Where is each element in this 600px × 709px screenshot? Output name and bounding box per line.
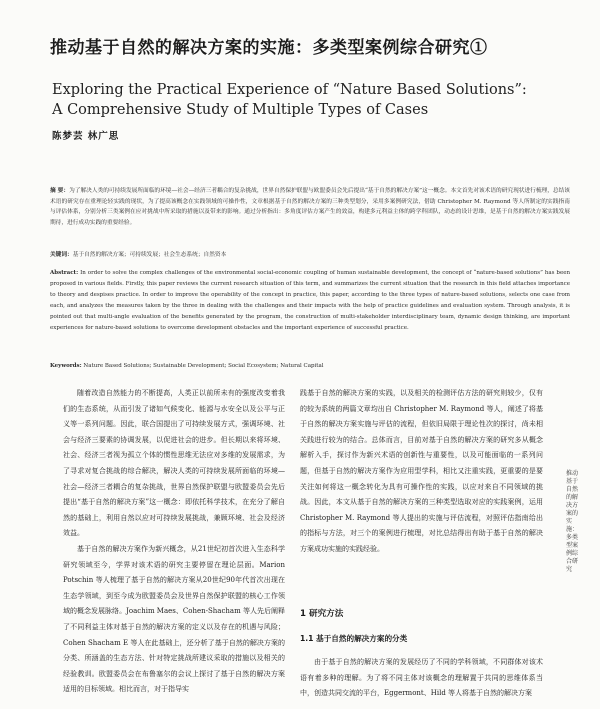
keywords-en-text: Nature Based Solutions; Sustainable Development; Social Ecosystem; Natural Capital bbox=[83, 363, 324, 369]
keywords-en-label: Keywords: bbox=[50, 363, 82, 369]
paper-title-cn: 推动基于自然的解决方案的实施：多类型案例综合研究① bbox=[50, 38, 488, 58]
authors: 陈梦芸 林广思 bbox=[52, 131, 120, 142]
abstract-cn bbox=[50, 186, 570, 228]
keywords-cn bbox=[50, 249, 570, 258]
keywords-en bbox=[50, 363, 570, 369]
body-right-paragraph-2: 由于基于自然的解决方案的发展经历了不同的学科领域，不同群体对该术语有着多种的理解。为了将不同主体对该概念的理解置于共同的思维体系当中，创造共同交流的平台，Eggermont、Hild 等人将基于自然的解决方案 bbox=[300, 658, 543, 698]
keywords-cn-label: 关键词： bbox=[50, 252, 73, 258]
abstract-en bbox=[50, 268, 570, 333]
section-heading-1: 1 研究方法 bbox=[300, 609, 344, 619]
abstract-cn-label: 摘 要： bbox=[50, 188, 70, 194]
body-column-right bbox=[300, 386, 543, 558]
body-right-paragraph-1: 践基于自然的解决方案的实践，以及相关的检测评估方法的研究则较少，仅有的较为系统的两篇文章均出自 Christopher M. Raymond 等人，阐述了将基于自然的解决方案实施与评估的流程，但依旧局限于理论性次的探讨，尚未相关践进行较为的结合。总体而言，目前对基于自然的解决方案的研究多从概念解析入手，探讨作为新兴术语的创新性与重要性，以及可能面临的一系列问题，但基于自然的解决方案作为应用型学科，相比又注重实践，更重要的是要关注如何将这一概念转化为具有可操作性的实践，以应对来自不同领域的挑战。因此，本文从基于自然的解决方案的三种类型选取对应的实践案例，运用 Christopher M. Raymond 等人提出的实施与评估流程，对照评估指南给出的指标与方法，对三个的案例进行梳理，对比总结得出有助于基于自然的解决方案成功实施的实践经验。 bbox=[300, 389, 543, 553]
body-column-right-2 bbox=[300, 655, 543, 702]
paper-title-en-line1: Exploring the Practical Experience of “Nature Based Solutions”: bbox=[52, 82, 527, 98]
paper-title-en-line2: A Comprehensive Study of Multiple Types of Cases bbox=[52, 102, 429, 118]
body-left-paragraph-2: 基于自然的解决方案作为新兴概念，从21世纪初首次进入生态科学研究领域至今，学界对该术语的研究主要停留在理论层面。Marion Potschin 等人梳理了基于自然的解决方案从20世纪90年代首次出现在生态学领域，到至今成为欧盟委员会及世界自然保护联盟的核心工作领域的概念发展脉络。Joachim Maes、Cohen-Shacham 等人先后阐释了不同利益主体对基于自然的解决方案的定义以及存在的机遇与风险；Cohen Shacham E 等人在此基础上，还分析了基于自然的解决方案的分类、所涵盖的生态方法、针对特定挑战所建议采取的措施以及相关的经验教训。欧盟委员会在布鲁塞尔的会议上探讨了基于自然的解决方案适用的目标领域。相比而言，对于指导实 bbox=[63, 544, 285, 694]
body-column-left bbox=[63, 386, 285, 698]
section-heading-1-1: 1.1 基于自然的解决方案的分类 bbox=[300, 634, 408, 643]
abstract-en-text: In order to solve the complex challenges of the environmental social-economic coupling of human sustainable development, the concept of “nature-based solutions” has been proposed in various fields. Firstly, this paper reviews the current research situation of this term, and summarizes the current situation that the research in this field attaches importance to theory and despises practice. In order to improve the operability of the concept in practice, this paper, according to the three types of nature-based solutions, selects one case from each, and analyzes the measures taken by the three in dealing with the challenges and their impacts with the help of practice guidelines and evaluation system. Through analysis, it is pointed out that multi-angle evaluation of the benefits generated by the program, the construction of multi-stakeholder interdisciplinary team, dynamic design thinking, are important experiences for nature-based solutions to overcome development obstacles and the important experience of successful practice. bbox=[50, 270, 570, 331]
running-sidebar: 推动基于自然的解决方案的实施：多类型案例综合研究 bbox=[566, 470, 579, 573]
abstract-cn-text: 为了解决人类的可持续发展所面临的环境—社会—经济三者耦合的复杂挑战，世界自然保护联盟与欧盟委员会先后提出“基于自然的解决方案”这一概念。本文首先对该术语的研究现状进行梳理，总结该术语的研究存在重理论轻实践的现状，为了提高该概念在实践领域的可操作性，文章根据基于自然的解决方案的三种类型划分，采用多案例研究法，借助 Christopher M. Raymond 等人所制定的实践指南与评估体系，分别分析三类案例在应对挑战中所采取的措施以及带来的影响。通过分析指出：多角度评估方案产生的效益，构建多元利益主体的跨学科团队，动态的设计思维，是基于自然的解决方案实践发展期待，进行成功实践的重要经验。 bbox=[50, 188, 570, 226]
abstract-en-label: Abstract: bbox=[50, 270, 79, 276]
body-left-paragraph-1: 随着改造自然能力的不断提高，人类正以前所未有的强度改变着我们的生态系统，从而引发了诸如气候变化、能源与水安全以及公平与正义等一系列问题。因此，联合国提出了可持续发展方式，强调环境、社会与经济三要素的协调发展，以促进社会的进步。但长期以来将环境、社会、经济三者视为孤立个体的惯性思维无法应对多维的发展需求，为了寻求对复合挑战的综合解决，解决人类的可持续发展所面临的环境—社会—经济三者耦合的复杂挑战，世界自然保护联盟与欧盟委员会先后提出“基于自然的解决方案”这一概念：即依托科学技术，在充分了解自然的基础上，利用自然以应对可持续发展挑战，兼顾环境、社会及经济效益。 bbox=[63, 389, 285, 538]
paper-title-en bbox=[52, 80, 572, 120]
keywords-cn-text: 基于自然的解决方案；可持续发展；社会生态系统；自然资本 bbox=[72, 252, 227, 258]
